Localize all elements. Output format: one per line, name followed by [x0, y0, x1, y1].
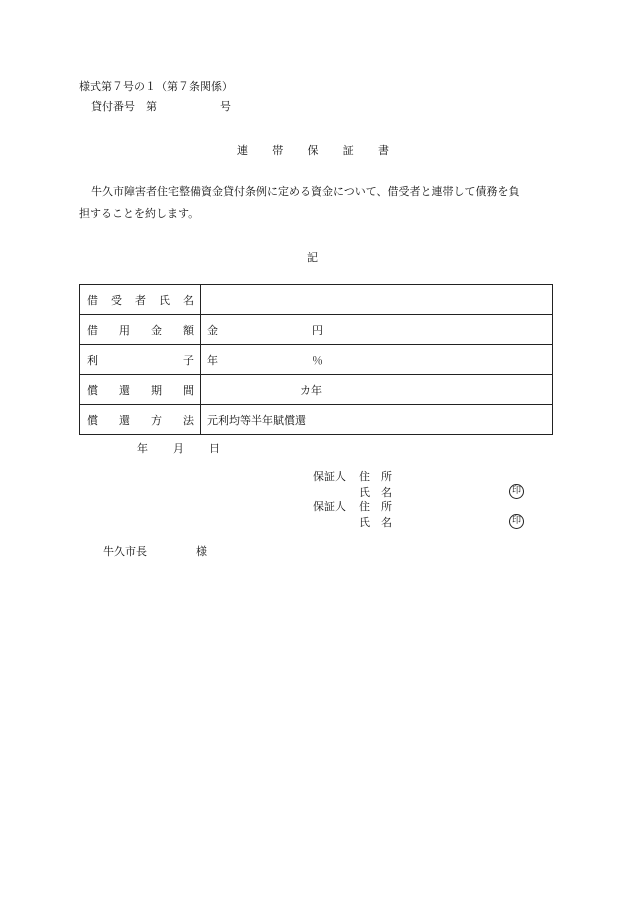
title-char: 連	[237, 144, 248, 157]
seal-mark-icon: 印	[509, 484, 524, 499]
loan-number-label: 貸付番号 第	[91, 100, 157, 113]
row-label-interest: 利 子	[80, 345, 201, 375]
guarantor-1-address-label: 住 所	[359, 470, 392, 483]
guarantor-1-name-label: 氏 名	[359, 486, 392, 499]
loan-amount-field[interactable]	[201, 315, 553, 345]
form-number: 様式第７号の１（第７条関係）	[79, 80, 233, 93]
row-label-loan-amount: 借 用 金 額	[80, 315, 201, 345]
guarantor-2-name-label: 氏 名	[359, 516, 392, 529]
table-row	[80, 285, 553, 315]
body-line-1: 牛久市障害者住宅整備資金貸付条例に定める資金について、借受者と連帯して債務を負	[91, 185, 520, 198]
row-label-repayment-period: 償 還 期 間	[80, 375, 201, 405]
title-char: 帯	[272, 144, 284, 157]
title-char: 保	[307, 144, 319, 157]
interest-field[interactable]	[201, 345, 553, 375]
addressee-name: 牛久市長	[103, 545, 147, 558]
title-char: 証	[342, 144, 354, 157]
loan-details-table	[79, 284, 553, 435]
guarantor-2-address-label: 住 所	[359, 500, 392, 513]
table-row	[80, 315, 553, 345]
row-label-borrower-name: 借 受 者 氏 名	[80, 285, 201, 315]
body-line-2: 担することを約します。	[79, 207, 200, 220]
table-row	[80, 345, 553, 375]
amount-unit: 円	[312, 324, 323, 337]
interest-unit: ％	[312, 354, 323, 367]
repayment-method-field[interactable]	[201, 405, 553, 435]
guarantor-1-role: 保証人	[313, 470, 346, 483]
row-label-repayment-method: 償 還 方 法	[80, 405, 201, 435]
date-month-label: 月	[173, 442, 184, 455]
title-char: 書	[378, 144, 389, 157]
period-unit: カ年	[300, 384, 322, 397]
ki-heading: 記	[307, 251, 318, 264]
interest-prefix: 年	[207, 353, 218, 367]
loan-number-suffix: 号	[220, 100, 231, 113]
table-row	[80, 375, 553, 405]
guarantor-2-role: 保証人	[313, 500, 346, 513]
repayment-method-value: 元利均等半年賦償還	[207, 413, 306, 427]
amount-prefix: 金	[207, 323, 218, 337]
date-year-label: 年	[137, 442, 148, 455]
table-row	[80, 405, 553, 435]
repayment-period-field[interactable]	[201, 375, 553, 405]
addressee-honorific: 様	[196, 545, 207, 558]
document-title	[237, 144, 389, 158]
seal-mark-icon: 印	[509, 514, 524, 529]
borrower-name-field[interactable]	[201, 285, 553, 315]
date-day-label: 日	[209, 442, 220, 455]
